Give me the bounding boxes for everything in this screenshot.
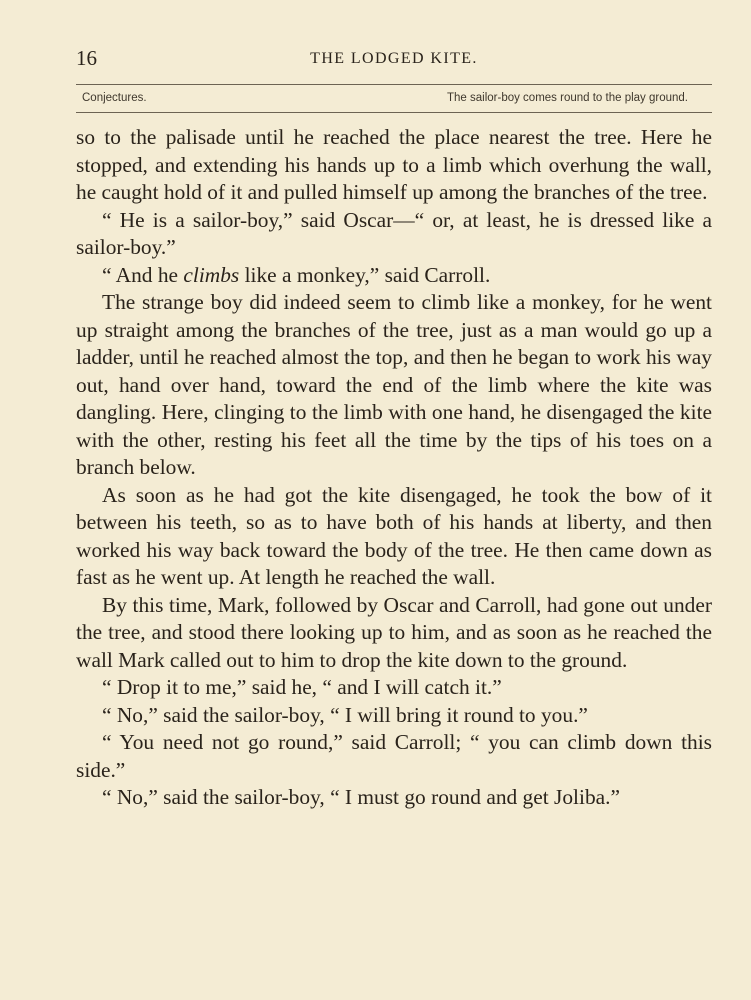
paragraph-2: “ He is a sailor-boy,” said Oscar—“ or, at least, he is dressed like a sailor-boy.” xyxy=(76,207,712,259)
emphasis-climbs: climbs xyxy=(183,262,240,287)
paragraph-3: “ And he climbs like a monkey,” said Carroll. xyxy=(102,262,491,287)
page-number: 16 xyxy=(76,46,97,70)
paragraph-10: “ No,” said the sailor-boy, “ I must go round and get Joliba.” xyxy=(102,785,620,809)
page-header xyxy=(76,46,712,76)
header-rule-top xyxy=(76,84,712,85)
sidenote-left: Conjectures. xyxy=(82,92,147,104)
paragraph-7: “ Drop it to me,” said he, “ and I will catch it.” xyxy=(102,675,502,699)
paragraph-5: As soon as he had got the kite disengaged, he took the bow of it between his teeth, so as to have both of his hands at liberty, and then worked his way back toward the body of the tree. He then came down as fast as he went up. At length he reached the wall. xyxy=(76,482,712,589)
sidenote-right: The sailor-boy comes round to the play ground. xyxy=(447,92,688,104)
running-title: THE LODGED KITE. xyxy=(310,50,478,67)
paragraph-1: so to the palisade until he reached the place nearest the tree. Here he stopped, and extending his hands up to a limb which overhung the wall, he caught hold of it and pulled himself up among the branches of the tree. xyxy=(76,125,712,204)
body-text xyxy=(76,124,712,812)
paragraph-8: “ No,” said the sailor-boy, “ I will bring it round to you.” xyxy=(102,702,588,727)
paragraph-9: “ You need not go round,” said Carroll; “ you can climb down this side.” xyxy=(76,730,712,782)
header-rule-bottom xyxy=(76,112,712,113)
paragraph-4: The strange boy did indeed seem to climb like a monkey, for he went up straight among the branches of the tree, just as a man would go up a ladder, until he reached almost the top, and then he began to work his way out, hand over hand, toward the end of the limb where the kite was dangling. Here, clinging to the limb with one hand, he disengaged the kite with the other, resting his feet all the time by the tips of his toes on a branch below. xyxy=(76,290,712,479)
paragraph-6: By this time, Mark, followed by Oscar and Carroll, had gone out under the tree, and stood there looking up to him, and as soon as he reached the wall Mark called out to him to drop the kite down to the ground. xyxy=(76,592,712,672)
sidenotes xyxy=(82,92,688,110)
